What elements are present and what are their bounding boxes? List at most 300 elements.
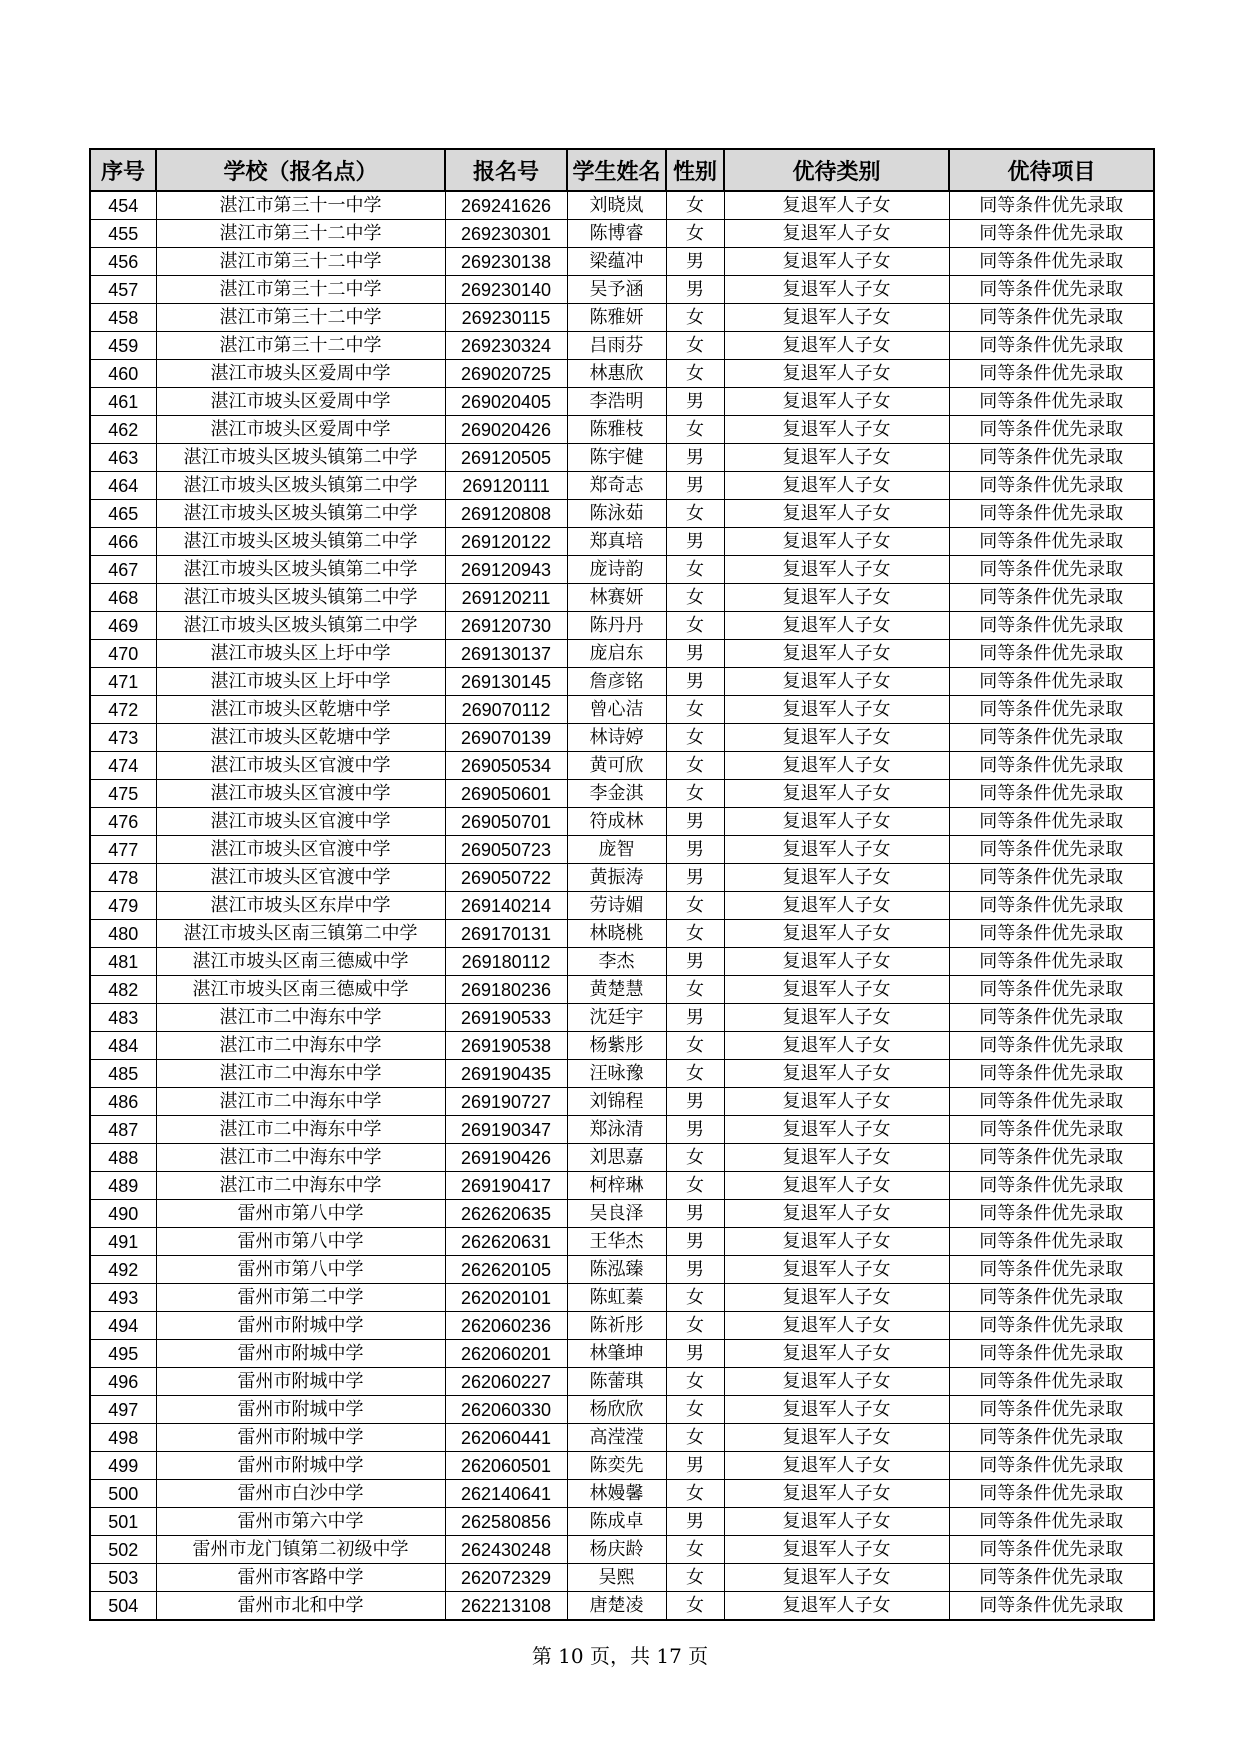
cell-student-name: 杨庆龄 bbox=[567, 1536, 666, 1564]
cell-preference-item: 同等条件优先录取 bbox=[949, 416, 1154, 444]
table-row bbox=[90, 1004, 1154, 1032]
cell-preference-category: 复退军人子女 bbox=[724, 1144, 949, 1172]
table-row bbox=[90, 696, 1154, 724]
cell-registration-number: 269230115 bbox=[445, 304, 567, 332]
cell-school: 雷州市附城中学 bbox=[156, 1424, 445, 1452]
cell-preference-item: 同等条件优先录取 bbox=[949, 1116, 1154, 1144]
table-row bbox=[90, 220, 1154, 248]
cell-school: 湛江市坡头区乾塘中学 bbox=[156, 696, 445, 724]
cell-school: 雷州市第八中学 bbox=[156, 1256, 445, 1284]
table-row bbox=[90, 388, 1154, 416]
cell-preference-item: 同等条件优先录取 bbox=[949, 696, 1154, 724]
cell-registration-number: 269190435 bbox=[445, 1060, 567, 1088]
cell-gender: 男 bbox=[666, 1228, 724, 1256]
cell-index: 494 bbox=[90, 1312, 156, 1340]
cell-preference-item: 同等条件优先录取 bbox=[949, 1592, 1154, 1621]
cell-gender: 女 bbox=[666, 1564, 724, 1592]
cell-registration-number: 269020725 bbox=[445, 360, 567, 388]
cell-gender: 男 bbox=[666, 1340, 724, 1368]
cell-registration-number: 262140641 bbox=[445, 1480, 567, 1508]
cell-registration-number: 269050701 bbox=[445, 808, 567, 836]
cell-preference-category: 复退军人子女 bbox=[724, 948, 949, 976]
table-row bbox=[90, 248, 1154, 276]
cell-student-name: 庞智 bbox=[567, 836, 666, 864]
cell-student-name: 林嫚馨 bbox=[567, 1480, 666, 1508]
table-row bbox=[90, 332, 1154, 360]
cell-preference-item: 同等条件优先录取 bbox=[949, 976, 1154, 1004]
cell-preference-item: 同等条件优先录取 bbox=[949, 892, 1154, 920]
cell-school: 湛江市坡头区爱周中学 bbox=[156, 360, 445, 388]
cell-index: 488 bbox=[90, 1144, 156, 1172]
cell-index: 478 bbox=[90, 864, 156, 892]
cell-index: 492 bbox=[90, 1256, 156, 1284]
cell-school: 雷州市龙门镇第二初级中学 bbox=[156, 1536, 445, 1564]
cell-preference-item: 同等条件优先录取 bbox=[949, 1368, 1154, 1396]
cell-student-name: 沈廷宇 bbox=[567, 1004, 666, 1032]
cell-preference-item: 同等条件优先录取 bbox=[949, 1536, 1154, 1564]
cell-preference-category: 复退军人子女 bbox=[724, 780, 949, 808]
cell-gender: 女 bbox=[666, 304, 724, 332]
table-row bbox=[90, 584, 1154, 612]
cell-student-name: 吴良泽 bbox=[567, 1200, 666, 1228]
table-row bbox=[90, 191, 1154, 220]
cell-gender: 女 bbox=[666, 1172, 724, 1200]
cell-index: 495 bbox=[90, 1340, 156, 1368]
cell-index: 504 bbox=[90, 1592, 156, 1621]
header-school: 学校（报名点） bbox=[156, 149, 445, 191]
cell-index: 472 bbox=[90, 696, 156, 724]
cell-student-name: 林晓桃 bbox=[567, 920, 666, 948]
cell-preference-item: 同等条件优先录取 bbox=[949, 808, 1154, 836]
cell-school: 湛江市二中海东中学 bbox=[156, 1004, 445, 1032]
cell-registration-number: 269070112 bbox=[445, 696, 567, 724]
cell-student-name: 杨欣欣 bbox=[567, 1396, 666, 1424]
cell-registration-number: 269170131 bbox=[445, 920, 567, 948]
cell-registration-number: 269190538 bbox=[445, 1032, 567, 1060]
cell-gender: 女 bbox=[666, 1032, 724, 1060]
cell-school: 湛江市坡头区南三镇第二中学 bbox=[156, 920, 445, 948]
table-row bbox=[90, 416, 1154, 444]
cell-preference-item: 同等条件优先录取 bbox=[949, 612, 1154, 640]
cell-index: 462 bbox=[90, 416, 156, 444]
cell-student-name: 黄振涛 bbox=[567, 864, 666, 892]
cell-preference-item: 同等条件优先录取 bbox=[949, 752, 1154, 780]
cell-registration-number: 269230324 bbox=[445, 332, 567, 360]
cell-preference-category: 复退军人子女 bbox=[724, 696, 949, 724]
cell-gender: 女 bbox=[666, 220, 724, 248]
cell-preference-category: 复退军人子女 bbox=[724, 836, 949, 864]
cell-school: 湛江市坡头区南三德威中学 bbox=[156, 948, 445, 976]
cell-student-name: 林惠欣 bbox=[567, 360, 666, 388]
cell-index: 454 bbox=[90, 191, 156, 220]
cell-gender: 女 bbox=[666, 1592, 724, 1621]
cell-preference-category: 复退军人子女 bbox=[724, 304, 949, 332]
cell-gender: 女 bbox=[666, 360, 724, 388]
cell-student-name: 陈奕先 bbox=[567, 1452, 666, 1480]
cell-preference-category: 复退军人子女 bbox=[724, 276, 949, 304]
cell-preference-item: 同等条件优先录取 bbox=[949, 1088, 1154, 1116]
cell-gender: 女 bbox=[666, 1284, 724, 1312]
cell-registration-number: 269050534 bbox=[445, 752, 567, 780]
table-row bbox=[90, 1564, 1154, 1592]
table-row bbox=[90, 304, 1154, 332]
cell-index: 485 bbox=[90, 1060, 156, 1088]
cell-index: 463 bbox=[90, 444, 156, 472]
cell-student-name: 林诗婷 bbox=[567, 724, 666, 752]
cell-registration-number: 269120808 bbox=[445, 500, 567, 528]
cell-gender: 男 bbox=[666, 1088, 724, 1116]
cell-student-name: 林肇坤 bbox=[567, 1340, 666, 1368]
cell-preference-item: 同等条件优先录取 bbox=[949, 1452, 1154, 1480]
cell-gender: 女 bbox=[666, 1480, 724, 1508]
cell-registration-number: 269180236 bbox=[445, 976, 567, 1004]
cell-preference-category: 复退军人子女 bbox=[724, 1424, 949, 1452]
cell-school: 湛江市坡头区坡头镇第二中学 bbox=[156, 528, 445, 556]
cell-school: 湛江市坡头区上圩中学 bbox=[156, 640, 445, 668]
cell-school: 湛江市坡头区坡头镇第二中学 bbox=[156, 612, 445, 640]
cell-gender: 男 bbox=[666, 248, 724, 276]
cell-index: 498 bbox=[90, 1424, 156, 1452]
cell-gender: 男 bbox=[666, 528, 724, 556]
cell-index: 461 bbox=[90, 388, 156, 416]
cell-preference-item: 同等条件优先录取 bbox=[949, 191, 1154, 220]
cell-preference-item: 同等条件优先录取 bbox=[949, 1004, 1154, 1032]
table-row bbox=[90, 808, 1154, 836]
table-row bbox=[90, 1228, 1154, 1256]
cell-student-name: 陈丹丹 bbox=[567, 612, 666, 640]
cell-preference-item: 同等条件优先录取 bbox=[949, 668, 1154, 696]
cell-gender: 女 bbox=[666, 1396, 724, 1424]
cell-school: 湛江市坡头区东岸中学 bbox=[156, 892, 445, 920]
cell-preference-category: 复退军人子女 bbox=[724, 1088, 949, 1116]
preferential-admission-table bbox=[89, 148, 1155, 1621]
cell-student-name: 陈虹蓁 bbox=[567, 1284, 666, 1312]
cell-student-name: 吴予涵 bbox=[567, 276, 666, 304]
table-row bbox=[90, 920, 1154, 948]
cell-preference-category: 复退军人子女 bbox=[724, 1480, 949, 1508]
cell-index: 470 bbox=[90, 640, 156, 668]
table-row bbox=[90, 976, 1154, 1004]
cell-school: 湛江市二中海东中学 bbox=[156, 1060, 445, 1088]
cell-index: 499 bbox=[90, 1452, 156, 1480]
table-row bbox=[90, 836, 1154, 864]
cell-gender: 男 bbox=[666, 1452, 724, 1480]
cell-school: 湛江市二中海东中学 bbox=[156, 1144, 445, 1172]
cell-preference-category: 复退军人子女 bbox=[724, 1200, 949, 1228]
cell-student-name: 刘晓岚 bbox=[567, 191, 666, 220]
cell-index: 502 bbox=[90, 1536, 156, 1564]
cell-registration-number: 269180112 bbox=[445, 948, 567, 976]
cell-preference-category: 复退军人子女 bbox=[724, 724, 949, 752]
cell-index: 500 bbox=[90, 1480, 156, 1508]
cell-gender: 男 bbox=[666, 808, 724, 836]
cell-school: 湛江市坡头区坡头镇第二中学 bbox=[156, 556, 445, 584]
cell-student-name: 陈雅妍 bbox=[567, 304, 666, 332]
cell-student-name: 郑真培 bbox=[567, 528, 666, 556]
cell-student-name: 柯梓琳 bbox=[567, 1172, 666, 1200]
table-row bbox=[90, 1088, 1154, 1116]
cell-registration-number: 269120111 bbox=[445, 472, 567, 500]
cell-student-name: 郑奇志 bbox=[567, 472, 666, 500]
cell-student-name: 杨紫彤 bbox=[567, 1032, 666, 1060]
table-row bbox=[90, 1172, 1154, 1200]
cell-index: 458 bbox=[90, 304, 156, 332]
cell-preference-item: 同等条件优先录取 bbox=[949, 1032, 1154, 1060]
cell-gender: 男 bbox=[666, 836, 724, 864]
cell-index: 501 bbox=[90, 1508, 156, 1536]
cell-preference-item: 同等条件优先录取 bbox=[949, 444, 1154, 472]
cell-preference-category: 复退军人子女 bbox=[724, 528, 949, 556]
cell-gender: 男 bbox=[666, 1256, 724, 1284]
cell-registration-number: 262620635 bbox=[445, 1200, 567, 1228]
cell-preference-item: 同等条件优先录取 bbox=[949, 1172, 1154, 1200]
cell-student-name: 庞启东 bbox=[567, 640, 666, 668]
cell-preference-category: 复退军人子女 bbox=[724, 920, 949, 948]
cell-preference-category: 复退军人子女 bbox=[724, 1396, 949, 1424]
cell-registration-number: 269050722 bbox=[445, 864, 567, 892]
cell-gender: 女 bbox=[666, 416, 724, 444]
cell-index: 487 bbox=[90, 1116, 156, 1144]
cell-preference-category: 复退军人子女 bbox=[724, 1340, 949, 1368]
cell-student-name: 唐楚凌 bbox=[567, 1592, 666, 1621]
cell-school: 雷州市第二中学 bbox=[156, 1284, 445, 1312]
cell-registration-number: 262060236 bbox=[445, 1312, 567, 1340]
cell-registration-number: 269190533 bbox=[445, 1004, 567, 1032]
cell-preference-category: 复退军人子女 bbox=[724, 612, 949, 640]
cell-gender: 女 bbox=[666, 1368, 724, 1396]
header-preference-item: 优待项目 bbox=[949, 149, 1154, 191]
cell-index: 490 bbox=[90, 1200, 156, 1228]
table-row bbox=[90, 1508, 1154, 1536]
cell-registration-number: 269190426 bbox=[445, 1144, 567, 1172]
cell-index: 456 bbox=[90, 248, 156, 276]
table-row bbox=[90, 780, 1154, 808]
cell-school: 湛江市第三十一中学 bbox=[156, 191, 445, 220]
cell-school: 雷州市附城中学 bbox=[156, 1340, 445, 1368]
cell-index: 466 bbox=[90, 528, 156, 556]
table-row bbox=[90, 1480, 1154, 1508]
table-row bbox=[90, 1284, 1154, 1312]
cell-index: 475 bbox=[90, 780, 156, 808]
cell-registration-number: 262060441 bbox=[445, 1424, 567, 1452]
cell-preference-category: 复退军人子女 bbox=[724, 1592, 949, 1621]
table-row bbox=[90, 556, 1154, 584]
cell-student-name: 陈雅枝 bbox=[567, 416, 666, 444]
cell-school: 湛江市坡头区官渡中学 bbox=[156, 780, 445, 808]
cell-index: 468 bbox=[90, 584, 156, 612]
cell-school: 湛江市坡头区爱周中学 bbox=[156, 416, 445, 444]
cell-student-name: 陈泓臻 bbox=[567, 1256, 666, 1284]
cell-preference-category: 复退军人子女 bbox=[724, 892, 949, 920]
cell-preference-category: 复退军人子女 bbox=[724, 1508, 949, 1536]
cell-preference-category: 复退军人子女 bbox=[724, 248, 949, 276]
table-row bbox=[90, 1396, 1154, 1424]
cell-preference-category: 复退军人子女 bbox=[724, 640, 949, 668]
cell-gender: 男 bbox=[666, 864, 724, 892]
cell-preference-item: 同等条件优先录取 bbox=[949, 1312, 1154, 1340]
cell-index: 460 bbox=[90, 360, 156, 388]
table-row bbox=[90, 360, 1154, 388]
header-registration-number: 报名号 bbox=[445, 149, 567, 191]
cell-preference-item: 同等条件优先录取 bbox=[949, 1228, 1154, 1256]
cell-index: 493 bbox=[90, 1284, 156, 1312]
cell-student-name: 吴熙 bbox=[567, 1564, 666, 1592]
table-row bbox=[90, 1312, 1154, 1340]
cell-preference-category: 复退军人子女 bbox=[724, 332, 949, 360]
cell-registration-number: 262020101 bbox=[445, 1284, 567, 1312]
cell-student-name: 吕雨芬 bbox=[567, 332, 666, 360]
header-student-name: 学生姓名 bbox=[567, 149, 666, 191]
table-row bbox=[90, 892, 1154, 920]
cell-registration-number: 269190417 bbox=[445, 1172, 567, 1200]
cell-school: 雷州市附城中学 bbox=[156, 1452, 445, 1480]
cell-school: 雷州市客路中学 bbox=[156, 1564, 445, 1592]
table-row bbox=[90, 640, 1154, 668]
cell-registration-number: 269130145 bbox=[445, 668, 567, 696]
cell-registration-number: 262060227 bbox=[445, 1368, 567, 1396]
table-row bbox=[90, 1144, 1154, 1172]
table-row bbox=[90, 1256, 1154, 1284]
cell-gender: 女 bbox=[666, 752, 724, 780]
cell-preference-category: 复退军人子女 bbox=[724, 1060, 949, 1088]
cell-preference-category: 复退军人子女 bbox=[724, 1256, 949, 1284]
cell-registration-number: 269230138 bbox=[445, 248, 567, 276]
cell-index: 477 bbox=[90, 836, 156, 864]
cell-student-name: 陈泳茹 bbox=[567, 500, 666, 528]
table-row bbox=[90, 724, 1154, 752]
cell-preference-item: 同等条件优先录取 bbox=[949, 1396, 1154, 1424]
cell-gender: 女 bbox=[666, 696, 724, 724]
cell-gender: 男 bbox=[666, 276, 724, 304]
cell-school: 湛江市二中海东中学 bbox=[156, 1116, 445, 1144]
cell-index: 469 bbox=[90, 612, 156, 640]
cell-student-name: 陈成卓 bbox=[567, 1508, 666, 1536]
cell-preference-item: 同等条件优先录取 bbox=[949, 248, 1154, 276]
cell-preference-category: 复退军人子女 bbox=[724, 472, 949, 500]
cell-preference-item: 同等条件优先录取 bbox=[949, 864, 1154, 892]
cell-index: 483 bbox=[90, 1004, 156, 1032]
cell-registration-number: 269120943 bbox=[445, 556, 567, 584]
cell-preference-item: 同等条件优先录取 bbox=[949, 1480, 1154, 1508]
cell-registration-number: 269020405 bbox=[445, 388, 567, 416]
cell-index: 455 bbox=[90, 220, 156, 248]
cell-preference-item: 同等条件优先录取 bbox=[949, 472, 1154, 500]
table-row bbox=[90, 1452, 1154, 1480]
cell-school: 雷州市附城中学 bbox=[156, 1396, 445, 1424]
cell-preference-category: 复退军人子女 bbox=[724, 500, 949, 528]
cell-gender: 女 bbox=[666, 332, 724, 360]
cell-gender: 男 bbox=[666, 640, 724, 668]
cell-index: 491 bbox=[90, 1228, 156, 1256]
cell-registration-number: 269130137 bbox=[445, 640, 567, 668]
cell-preference-item: 同等条件优先录取 bbox=[949, 556, 1154, 584]
cell-index: 482 bbox=[90, 976, 156, 1004]
cell-index: 486 bbox=[90, 1088, 156, 1116]
cell-preference-category: 复退军人子女 bbox=[724, 1032, 949, 1060]
cell-index: 465 bbox=[90, 500, 156, 528]
table-row bbox=[90, 528, 1154, 556]
cell-student-name: 林赛妍 bbox=[567, 584, 666, 612]
cell-gender: 男 bbox=[666, 1200, 724, 1228]
cell-preference-category: 复退军人子女 bbox=[724, 864, 949, 892]
cell-preference-category: 复退军人子女 bbox=[724, 388, 949, 416]
cell-registration-number: 262060201 bbox=[445, 1340, 567, 1368]
cell-preference-item: 同等条件优先录取 bbox=[949, 1340, 1154, 1368]
cell-index: 464 bbox=[90, 472, 156, 500]
cell-gender: 女 bbox=[666, 892, 724, 920]
cell-school: 湛江市坡头区坡头镇第二中学 bbox=[156, 472, 445, 500]
cell-school: 湛江市坡头区爱周中学 bbox=[156, 388, 445, 416]
table-row bbox=[90, 1592, 1154, 1621]
cell-preference-category: 复退军人子女 bbox=[724, 1452, 949, 1480]
cell-school: 湛江市坡头区坡头镇第二中学 bbox=[156, 500, 445, 528]
cell-preference-item: 同等条件优先录取 bbox=[949, 640, 1154, 668]
cell-school: 湛江市坡头区上圩中学 bbox=[156, 668, 445, 696]
cell-preference-category: 复退军人子女 bbox=[724, 752, 949, 780]
cell-index: 503 bbox=[90, 1564, 156, 1592]
cell-student-name: 李浩明 bbox=[567, 388, 666, 416]
cell-preference-item: 同等条件优先录取 bbox=[949, 1144, 1154, 1172]
table-row bbox=[90, 1032, 1154, 1060]
cell-school: 雷州市附城中学 bbox=[156, 1312, 445, 1340]
cell-preference-item: 同等条件优先录取 bbox=[949, 304, 1154, 332]
cell-school: 雷州市北和中学 bbox=[156, 1592, 445, 1621]
cell-student-name: 黄楚慧 bbox=[567, 976, 666, 1004]
cell-preference-item: 同等条件优先录取 bbox=[949, 584, 1154, 612]
cell-student-name: 陈蕾琪 bbox=[567, 1368, 666, 1396]
cell-preference-item: 同等条件优先录取 bbox=[949, 360, 1154, 388]
cell-preference-item: 同等条件优先录取 bbox=[949, 1284, 1154, 1312]
cell-preference-item: 同等条件优先录取 bbox=[949, 920, 1154, 948]
cell-gender: 女 bbox=[666, 920, 724, 948]
cell-school: 湛江市第三十二中学 bbox=[156, 304, 445, 332]
cell-registration-number: 269230140 bbox=[445, 276, 567, 304]
cell-preference-item: 同等条件优先录取 bbox=[949, 528, 1154, 556]
cell-registration-number: 269241626 bbox=[445, 191, 567, 220]
cell-school: 湛江市坡头区乾塘中学 bbox=[156, 724, 445, 752]
table-row bbox=[90, 1368, 1154, 1396]
cell-registration-number: 269120211 bbox=[445, 584, 567, 612]
cell-registration-number: 269050601 bbox=[445, 780, 567, 808]
cell-index: 480 bbox=[90, 920, 156, 948]
cell-gender: 女 bbox=[666, 1536, 724, 1564]
cell-index: 481 bbox=[90, 948, 156, 976]
cell-school: 湛江市坡头区官渡中学 bbox=[156, 836, 445, 864]
header-gender: 性别 bbox=[666, 149, 724, 191]
cell-preference-item: 同等条件优先录取 bbox=[949, 220, 1154, 248]
cell-school: 湛江市二中海东中学 bbox=[156, 1172, 445, 1200]
cell-preference-item: 同等条件优先录取 bbox=[949, 1564, 1154, 1592]
table-row bbox=[90, 612, 1154, 640]
cell-preference-category: 复退军人子女 bbox=[724, 1004, 949, 1032]
cell-registration-number: 262620105 bbox=[445, 1256, 567, 1284]
cell-school: 湛江市坡头区坡头镇第二中学 bbox=[156, 444, 445, 472]
cell-school: 湛江市坡头区官渡中学 bbox=[156, 752, 445, 780]
cell-gender: 女 bbox=[666, 1060, 724, 1088]
table-row bbox=[90, 472, 1154, 500]
table-body bbox=[90, 191, 1154, 1620]
cell-index: 484 bbox=[90, 1032, 156, 1060]
table-header-row bbox=[90, 149, 1154, 191]
cell-registration-number: 269120505 bbox=[445, 444, 567, 472]
cell-student-name: 陈祈彤 bbox=[567, 1312, 666, 1340]
cell-gender: 男 bbox=[666, 948, 724, 976]
table-row bbox=[90, 1424, 1154, 1452]
cell-preference-item: 同等条件优先录取 bbox=[949, 948, 1154, 976]
table-row bbox=[90, 1340, 1154, 1368]
cell-index: 473 bbox=[90, 724, 156, 752]
cell-index: 489 bbox=[90, 1172, 156, 1200]
